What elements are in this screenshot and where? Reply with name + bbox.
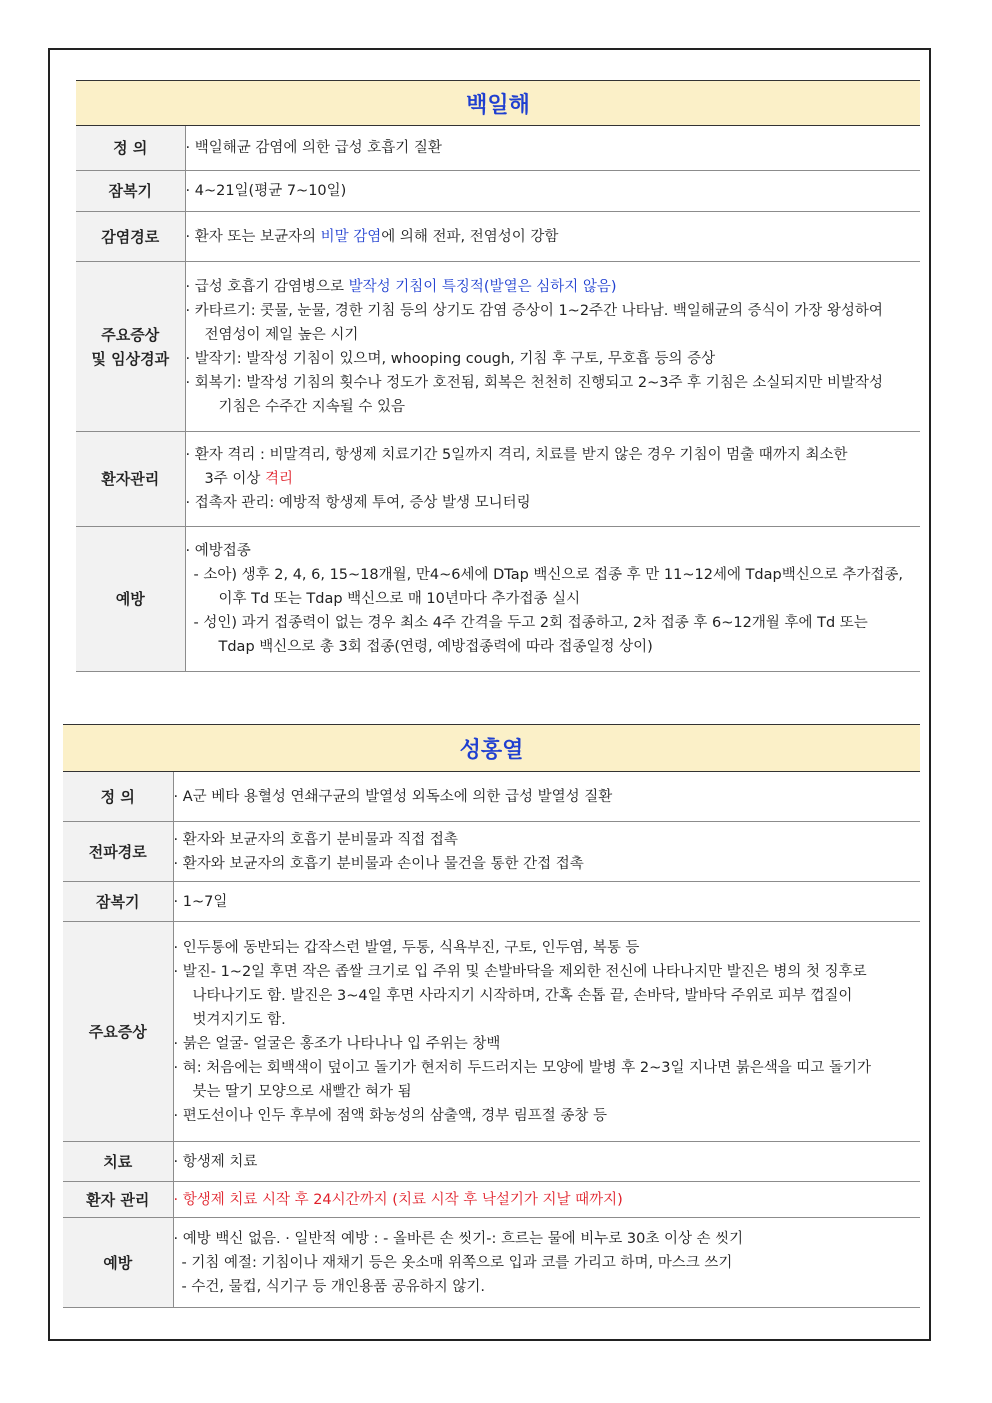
management-label: 환자관리	[76, 432, 185, 527]
route-text	[173, 822, 920, 882]
management-line: · 접촉자 관리: 예방적 항생제 투여, 증상 발생 모니터링	[185, 495, 531, 511]
symptoms-line: · 붉은 얼굴- 얼굴은 홍조가 나타나나 입 주위는 창백	[173, 1035, 501, 1052]
symptoms-line: 기침은 수주간 지속될 수 있음	[218, 398, 406, 415]
symptoms-text	[185, 262, 920, 432]
prevention-line: · 예방 백신 없음. · 일반적 예방 : - 올바른 손 씻기-: 흐르는 물에 비누로 30초 이상 손 씻기	[173, 1230, 744, 1247]
table-row	[63, 882, 920, 922]
symptoms-line: · 회복기: 발작성 기침의 횟수나 정도가 호전됨, 회복은 천천히 진행되고 2~3주 후 기침은 소실되지만 비발작성	[185, 374, 884, 391]
symptoms-line: · 발진- 1~2일 후면 작은 좁쌀 크기로 입 주위 및 손발바닥을 제외한 전신에 나타나지만 발진은 병의 첫 징후로	[173, 963, 867, 980]
symptoms-label-2: 및 임상경과	[91, 349, 170, 368]
table-row	[63, 1142, 920, 1182]
definition-label: 정 의	[63, 772, 173, 822]
definition-text: · A군 베타 용혈성 연쇄구균의 발열성 외독소에 의한 급성 발열성 질환	[173, 772, 920, 822]
symptoms-line-pre: · 급성 호흡기 감염병으로	[185, 278, 349, 295]
table-row	[76, 126, 920, 171]
route-line: · 환자와 보균자의 호흡기 분비물과 손이나 물건을 통한 간접 접촉	[173, 855, 584, 872]
route-line: · 환자와 보균자의 호흡기 분비물과 직접 접촉	[173, 831, 458, 848]
prevention-line: 이후 Td 또는 Tdap 백신으로 매 10년마다 추가접종 실시	[218, 591, 581, 607]
definition-text: · 백일해균 감염에 의한 급성 호흡기 질환	[185, 126, 920, 171]
route-label: 전파경로	[63, 822, 173, 882]
symptoms-line: 벗겨지기도 함.	[192, 1011, 286, 1028]
prevention-line: Tdap 백신으로 총 3회 접종(연령, 예방접종력에 따라 접종일정 상이)	[218, 639, 653, 655]
isolation-highlight: 격리	[264, 471, 293, 487]
prevention-label: 예방	[63, 1218, 173, 1308]
table-row	[76, 262, 920, 432]
prevention-text	[185, 527, 920, 672]
pertussis-title: 백일해	[76, 81, 920, 126]
prevention-label: 예방	[76, 527, 185, 672]
symptoms-line: · 발작기: 발작성 기침이 있으며, whooping cough, 기침 후 구토, 무호흡 등의 증상	[185, 350, 716, 367]
symptoms-line: · 편도선이나 인두 후부에 점액 화농성의 삼출액, 경부 림프절 종창 등	[173, 1107, 607, 1124]
symptoms-line: 붓는 딸기 모양으로 새빨간 혀가 됨	[192, 1083, 412, 1100]
table-row	[63, 822, 920, 882]
incubation-label: 잠복기	[76, 171, 185, 212]
scarlet-title: 성홍열	[63, 725, 920, 772]
management-line: · 환자 격리 : 비말격리, 항생제 치료기간 5일까지 격리, 치료를 받지 않은 경우 기침이 멈출 때까지 최소한	[185, 447, 848, 463]
prevention-line: - 성인) 과거 접종력이 없는 경우 최소 4주 간격을 두고 2회 접종하고, 2차 접종 후 6~12개월 후에 Td 또는	[193, 615, 868, 631]
prevention-line: · 예방접종	[185, 543, 251, 559]
table-row	[76, 527, 920, 672]
table-row	[76, 432, 920, 527]
symptoms-label	[76, 262, 185, 432]
route-text-post: 에 의해 전파, 전염성이 강함	[381, 228, 559, 245]
incubation-text: · 1~7일	[173, 882, 920, 922]
treatment-text: · 항생제 치료	[173, 1142, 920, 1182]
prevention-line: - 수건, 물컵, 식기구 등 개인용품 공유하지 않기.	[181, 1278, 485, 1295]
management-line-pre: 3주 이상	[204, 471, 265, 487]
management-text	[185, 432, 920, 527]
pertussis-table	[76, 80, 920, 672]
route-text-pre: · 환자 또는 보균자의	[185, 228, 321, 245]
symptoms-line	[186, 275, 921, 299]
table-row	[63, 1182, 920, 1218]
symptoms-line: 전염성이 제일 높은 시기	[204, 326, 359, 343]
prevention-line: - 기침 예절: 기침이나 재채기 등은 옷소매 위쪽으로 입과 코를 가리고 하며, 마스크 쓰기	[181, 1254, 733, 1271]
symptoms-label: 주요증상	[63, 922, 173, 1142]
symptoms-line: 나타나기도 함. 발진은 3~4일 후면 사라지기 시작하며, 간혹 손톱 끝, 손바닥, 발바닥 주위로 피부 껍질이	[192, 987, 853, 1004]
management-label: 환자 관리	[63, 1182, 173, 1218]
prevention-text	[173, 1218, 920, 1308]
symptoms-label-1: 주요증상	[101, 325, 160, 344]
route-text	[185, 212, 920, 262]
incubation-label: 잠복기	[63, 882, 173, 922]
table-row	[63, 922, 920, 1142]
table-row	[76, 212, 920, 262]
symptoms-highlight: 발작성 기침이 특징적(발열은 심하지 않음)	[348, 278, 617, 295]
table-row	[63, 772, 920, 822]
route-highlight: 비말 감염	[320, 228, 382, 245]
symptoms-line: · 카타르기: 콧물, 눈물, 경한 기침 등의 상기도 감염 증상이 1~2주간 나타남. 백일해균의 증식이 가장 왕성하여	[185, 302, 883, 319]
management-text: · 항생제 치료 시작 후 24시간까지 (치료 시작 후 낙설기가 지날 때까지)	[173, 1182, 920, 1218]
incubation-text: · 4~21일(평균 7~10일)	[185, 171, 920, 212]
definition-label: 정 의	[76, 126, 185, 171]
management-line	[186, 467, 921, 491]
table-row	[63, 1218, 920, 1308]
prevention-line: - 소아) 생후 2, 4, 6, 15~18개월, 만4~6세에 DTap 백신으로 접종 후 만 11~12세에 Tdap백신으로 추가접종,	[193, 567, 903, 583]
symptoms-line: · 인두통에 동반되는 갑작스런 발열, 두통, 식욕부진, 구토, 인두염, 복통 등	[173, 939, 640, 956]
route-label: 감염경로	[76, 212, 185, 262]
symptoms-line: · 혀: 처음에는 회백색이 덮이고 돌기가 현저히 두드러지는 모양에 발병 후 2~3일 지나면 붉은색을 띠고 돌기가	[173, 1059, 872, 1076]
treatment-label: 치료	[63, 1142, 173, 1182]
table-row	[76, 171, 920, 212]
symptoms-text	[173, 922, 920, 1142]
scarlet-fever-table	[63, 724, 920, 1308]
